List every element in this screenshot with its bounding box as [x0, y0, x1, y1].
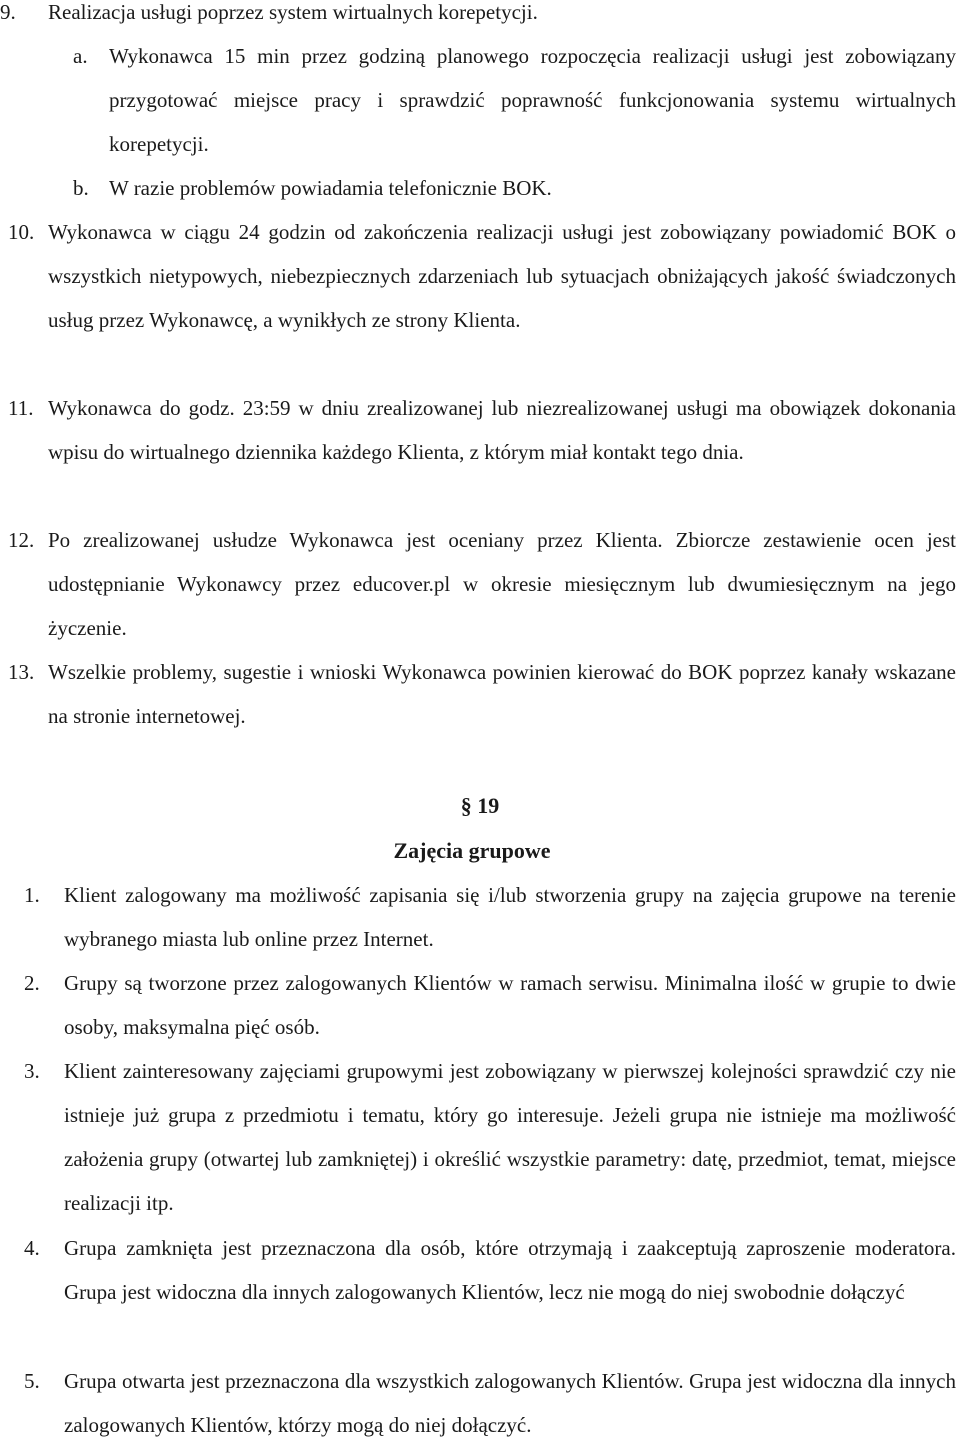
list-item-text: Grupa zamknięta jest przeznaczona dla osób, które otrzymają i zaakceptują zaproszenie moderatora. Grupa jest widoczna dla innych zalogowanych Klientów, lecz nie mogą do niej swobodnie dołączyć	[64, 1236, 956, 1304]
list-subitem-b	[73, 166, 956, 210]
list-item-number: 12.	[8, 528, 35, 552]
group-list-item-4	[24, 1226, 956, 1314]
section-number: § 19	[460, 793, 500, 818]
list-item-9	[0, 0, 960, 34]
list-item-12	[8, 518, 956, 650]
list-item-13	[8, 650, 956, 738]
list-item-number: 4.	[24, 1236, 40, 1260]
section-title: Zajęcia grupowe	[393, 838, 551, 863]
list-item-text: Klient zainteresowany zajęciami grupowymi jest zobowiązany w pierwszej kolejności sprawdzić czy nie istnieje już grupa z przedmiotu i tematu, który go interesuje. Jeżeli grupa nie istnieje ma możliwość założenia grupy (otwartej lub zamkniętej) i określić wszystkie parametry: datę, przedmiot, temat, miejsce realizacji itp.	[64, 1059, 956, 1215]
list-item-text: Klient zalogowany ma możliwość zapisania się i/lub stworzenia grupy na zajęcia grupowe na terenie wybranego miasta lub online przez Internet.	[64, 883, 956, 951]
list-item-number: 11.	[8, 396, 34, 420]
group-list-item-1	[24, 873, 956, 961]
list-item-number: 10.	[8, 220, 35, 244]
list-item-text: Wykonawca w ciągu 24 godzin od zakończenia realizacji usługi jest zobowiązany powiadomić BOK o wszystkich nietypowych, niebezpiecznych zdarzeniach lub sytuacjach obniżających jakość świadczonych usług przez Wykonawcę, a wynikłych ze strony Klienta.	[48, 220, 956, 332]
list-item-number: a.	[73, 44, 88, 68]
list-item-number: 2.	[24, 971, 40, 995]
list-item-number: 9.	[0, 0, 16, 24]
list-item-number: 5.	[24, 1369, 40, 1393]
list-item-text: Realizacja usługi poprzez system wirtualnych korepetycji.	[48, 0, 538, 24]
list-item-10	[8, 210, 956, 342]
list-item-number: 3.	[24, 1059, 40, 1083]
list-item-11	[8, 386, 956, 474]
list-item-number: 1.	[24, 883, 40, 907]
group-list-item-3	[24, 1049, 956, 1225]
list-item-text: Po zrealizowanej usłudze Wykonawca jest oceniany przez Klienta. Zbiorcze zestawienie ocen jest udostępnianie Wykonawcy przez educover.pl w okresie miesięcznym lub dwumiesięcznym na jego życzenie.	[48, 528, 956, 640]
list-item-number: 13.	[8, 660, 35, 684]
list-item-text: Wykonawca do godz. 23:59 w dniu zrealizowanej lub niezrealizowanej usługi ma obowiązek dokonania wpisu do wirtualnego dziennika każdego Klienta, z którym miał kontakt tego dnia.	[48, 396, 956, 464]
list-subitem-a	[73, 34, 956, 166]
list-item-text: Wszelkie problemy, sugestie i wnioski Wykonawca powinien kierować do BOK poprzez kanały wskazane na stronie internetowej.	[48, 660, 956, 728]
group-list-item-5	[24, 1359, 956, 1447]
list-item-text: Grupy są tworzone przez zalogowanych Klientów w ramach serwisu. Minimalna ilość w grupie to dwie osoby, maksymalna pięć osób.	[64, 971, 956, 1039]
list-item-text: W razie problemów powiadamia telefonicznie BOK.	[109, 176, 552, 200]
list-item-text: Wykonawca 15 min przez godziną planowego rozpoczęcia realizacji usługi jest zobowiązany przygotować miejsce pracy i sprawdzić poprawność funkcjonowania systemu wirtualnych korepetycji.	[109, 44, 956, 156]
list-item-text: Grupa otwarta jest przeznaczona dla wszystkich zalogowanych Klientów. Grupa jest widoczna dla innych zalogowanych Klientów, którzy mogą do niej dołączyć.	[64, 1369, 956, 1437]
list-item-number: b.	[73, 176, 89, 200]
group-list-item-2	[24, 961, 956, 1049]
